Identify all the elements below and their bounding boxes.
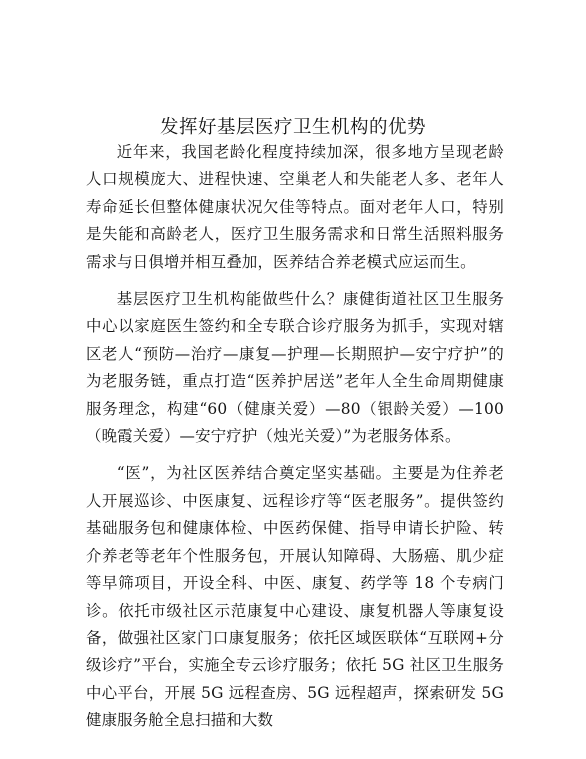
document-title: 发挥好基层医疗卫生机构的优势 (159, 117, 426, 139)
paragraph-1: 近年来，我国老龄化程度持续加深，很多地方呈现老龄人口规模庞大、进程快速、空巢老人和失能老人多、老年人寿命延长但整体健康状况欠佳等特点。面对老年人口，特别是失能和高龄老人，医疗卫生服务需求和日常生活照料服务需求与日俱增并相互叠加，医养结合养老模式应运而生。 (86, 143, 504, 271)
document-body (86, 139, 504, 745)
paragraph-2: 基层医疗卫生机构能做些什么？康健街道社区卫生服务中心以家庭医生签约和全专联合诊疗服务为抓手，实现对辖区老人“预防—治疗—康复—护理—长期照护—安宁疗护”的为老服务链，重点打造“医养护居送”老年人全生命周期健康服务理念，构建“60（健康关爱）—80（银龄关爱）—100（晚霞关爱）—安宁疗护（烛光关爱）”为老服务体系。 (86, 290, 504, 446)
paragraph-3: “医”，为社区医养结合奠定坚实基础。主要是为住养老人开展巡诊、中医康复、远程诊疗等“医老服务”。提供签约基础服务包和健康体检、中医药保健、指导申请长护险、转介养老等老年个性服务包，开展认知障碍、大肠癌、肌少症等早筛项目，开设全科、中医、康复、药学等 18 个专病门诊。依托市级社区示范康复中心建设、康复机器人等康复设备，做强社区家门口康复服务；依托区域医联体“互联网+分级诊疗”平台，实施全专云诊疗服务；依托 5G 社区卫生服务中心平台，开展 5G 远程查房、5G 远程超声，探索研发 5G 健康服务舱全息扫描和大数 (86, 464, 504, 730)
